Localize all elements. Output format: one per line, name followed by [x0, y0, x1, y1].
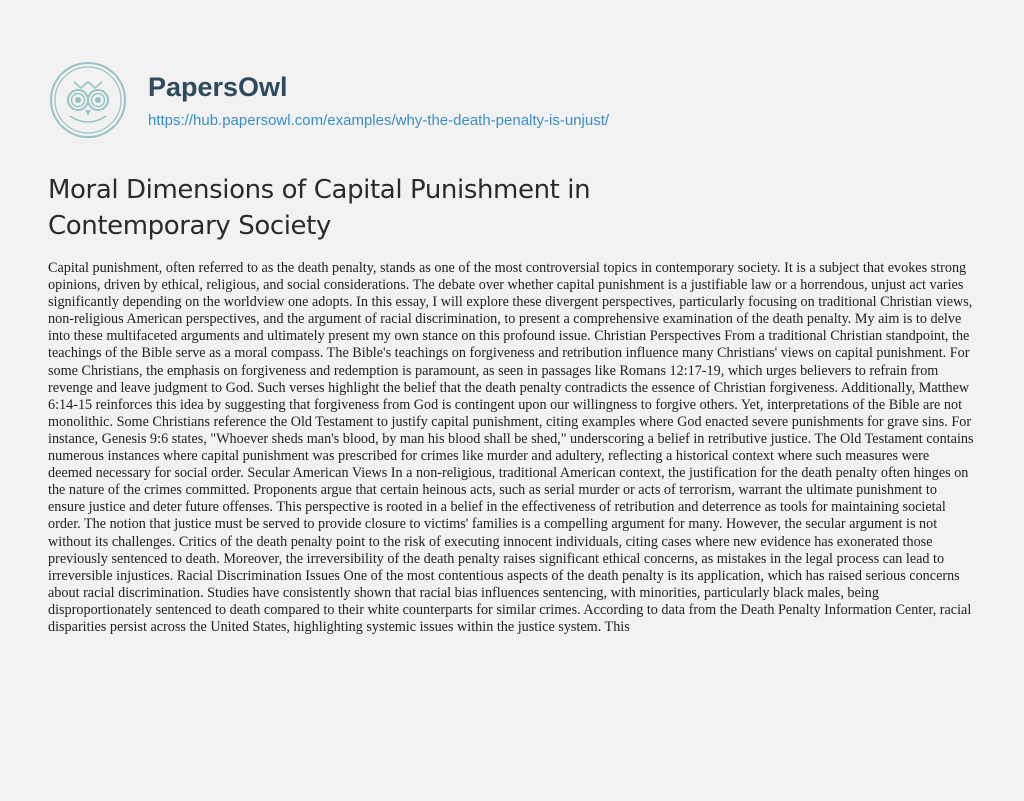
owl-eyes-icon: [48, 60, 128, 140]
page-title: Moral Dimensions of Capital Punishment in Contemporary Society: [48, 175, 591, 241]
source-url-link[interactable]: https://hub.papersowl.com/examples/why-the-death-penalty-is-unjust/: [148, 112, 610, 129]
article-body: Capital punishment, often referred to as the death penalty, stands as one of the most controversial topics in contemporary society. It is a subject that evokes strong opinions, driven by ethical, religious, and social considerations. The debate over whether capital punishment is a justifiable law or a horrendous, unjust act varies significantly depending on the worldview one adopts. In this essay, I will explore these divergent perspectives, particularly focusing on traditional Christian views, non-religious American perspectives, and the argument of racial discrimination, to present a comprehensive examination of the death penalty. My aim is to delve into these multifaceted arguments and ultimately present my own stance on this profound issue. Christian Perspectives From a traditional Christian standpoint, the teachings of the Bible serve as a moral compass. The Bible's teachings on forgiveness and retribution influence many Christians' views on capital punishment. For some Christians, the emphasis on forgiveness and redemption is paramount, as seen in passages like Romans 12:17-19, which urges believers to refrain from revenge and leave judgment to God. Such verses highlight the belief that the death penalty contradicts the essence of Christian forgiveness. Additionally, Matthew 6:14-15 reinforces this idea by suggesting that forgiveness from God is contingent upon our willingness to forgive others. Yet, interpretations of the Bible are not monolithic. Some Christians reference the Old Testament to justify capital punishment, citing examples where God enacted severe punishments for grave sins. For instance, Genesis 9:6 states, "Whoever sheds man's blood, by man his blood shall be shed," underscoring a belief in retributive justice. The Old Testament contains numerous instances where capital punishment was prescribed for crimes like murder and adultery, reflecting a historical context where such measures were deemed necessary for social order. Secular American Views In a non-religious, traditional American context, the justification for the death penalty often hinges on the nature of the crimes committed. Proponents argue that certain heinous acts, such as serial murder or acts of terrorism, warrant the ultimate punishment to ensure justice and deter future offenses. This perspective is rooted in a belief in the effectiveness of retribution and deterrence as tools for maintaining societal order. The notion that justice must be served to provide closure to victims' families is a compelling argument for many. However, the secular argument is not without its challenges. Critics of the death penalty point to the risk of executing innocent individuals, citing cases where new evidence has exonerated those previously sentenced to death. Moreover, the irreversibility of the death penalty raises significant ethical concerns, as mistakes in the legal process can lead to irreversible injustices. Racial Discrimination Issues One of the most contentious aspects of the death penalty is its application, which has raised serious concerns about racial discrimination. Studies have consistently shown that racial bias influences sentencing, with minorities, particularly black males, being disproportionately sentenced to death compared to their white counterparts for similar crimes. According to data from the Death Penalty Information Center, racial disparities persist across the United States, highlighting systemic issues within the justice system. This: [48, 260, 974, 635]
brand-name[interactable]: PapersOwl: [148, 72, 288, 102]
brand-block: [148, 70, 609, 130]
header: [48, 60, 609, 140]
